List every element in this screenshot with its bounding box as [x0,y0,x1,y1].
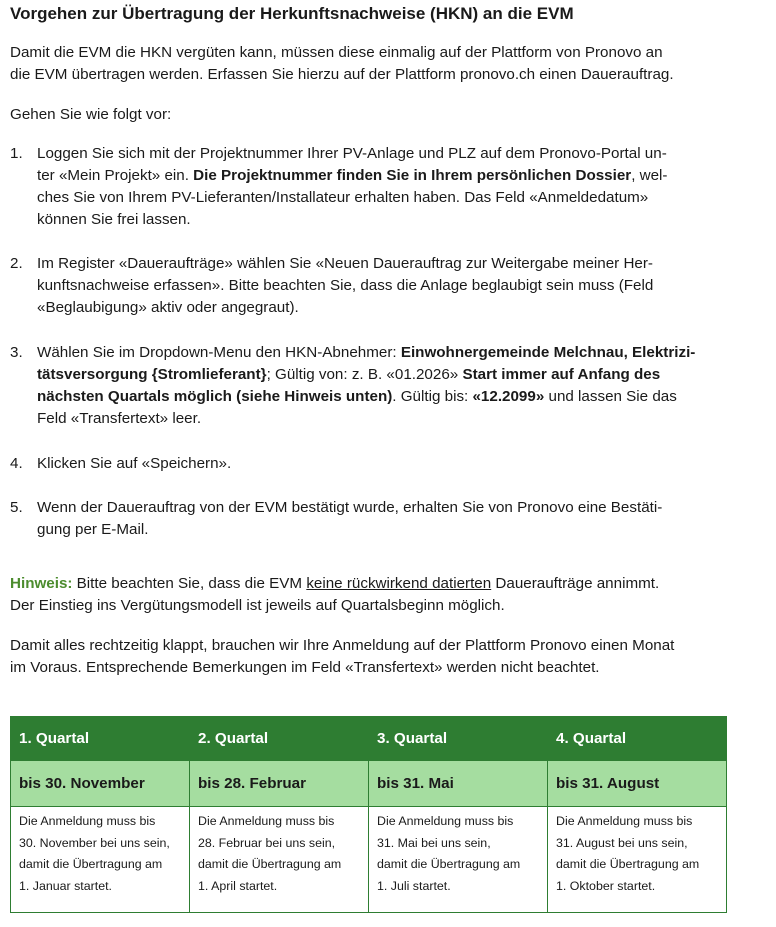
hint-paragraph [10,573,770,617]
step-number: 2. [10,255,23,272]
step-line: Klicken Sie auf «Speichern». [37,455,232,472]
description-line: damit die Übertragung am [556,857,700,871]
table-header-row [11,717,727,761]
step-line-part: , wel- [631,167,668,184]
page-title: Vorgehen zur Übertragung der Herkunftsnachweise (HKN) an die EVM [10,4,574,23]
description-cell [190,807,369,913]
description-line: Die Anmeldung muss bis [556,814,693,828]
table-row-descriptions [11,807,727,913]
description-line: damit die Übertragung am [198,857,342,871]
description-line: 28. Februar bei uns sein, [198,835,336,850]
step-line: ches Sie von Ihrem PV-Lieferanten/Installateur erhalten haben. Das Feld «Anmeldedatum» [37,189,649,206]
quarter-table [10,716,727,913]
step-line-part: und lassen Sie das [544,388,677,405]
step-emphasis: nächsten Quartals möglich (siehe Hinweis unten) [37,388,393,405]
hint-line [10,573,770,595]
step-emphasis: Die Projektnummer finden Sie in Ihrem persönlichen Dossier [193,167,632,184]
instructions-lead: Gehen Sie wie folgt vor: [10,106,172,123]
hint-label: Hinweis: [10,575,73,592]
step-text [37,497,770,541]
description-line: 31. August bei uns sein, [556,835,688,850]
description-cell [11,807,190,913]
description-line: 31. Mai bei uns sein, [377,835,491,850]
description-cell [369,807,548,913]
step-line: gung per E-Mail. [37,521,149,538]
info-paragraph [10,635,770,679]
description-line: Die Anmeldung muss bis [377,814,514,828]
description-line: Die Anmeldung muss bis [19,814,156,828]
step-number: 5. [10,499,23,516]
intro-line: die EVM übertragen werden. Erfassen Sie hierzu auf der Plattform pronovo.ch einen Dauerauftrag. [10,66,674,83]
info-line: im Voraus. Entsprechende Bemerkungen im Feld «Transfertext» werden nicht beachtet. [10,659,600,676]
step-line: kunftsnachweise erfassen». Bitte beachten Sie, dass die Anlage beglaubigt sein muss (Feld [37,277,654,294]
quarter-header: 3. Quartal [369,717,548,761]
table-row-deadlines [11,761,727,807]
deadline-cell: bis 31. Mai [369,761,548,807]
step-number: 3. [10,344,23,361]
step-line [37,386,770,408]
description-line: 1. Juli startet. [377,878,451,893]
hint-underlined: keine rückwirkend datierten [306,575,492,592]
step-emphasis: «12.2099» [472,388,545,405]
deadline-cell: bis 28. Februar [190,761,369,807]
description-line: 1. April startet. [198,878,278,893]
hint-text: Bitte beachten Sie, dass die EVM [72,575,307,592]
step-line [37,165,770,187]
step-text [37,342,770,430]
step-line: Im Register «Daueraufträge» wählen Sie «Neuen Dauerauftrag zur Weitergabe meiner Her- [37,255,653,272]
description-line: damit die Übertragung am [377,857,521,871]
step-line: Loggen Sie sich mit der Projektnummer Ihrer PV-Anlage und PLZ auf dem Pronovo-Portal un- [37,145,667,162]
quarter-header: 4. Quartal [548,717,727,761]
deadline-cell: bis 30. November [11,761,190,807]
step-emphasis: Einwohnergemeinde Melchnau, Elektrizi- [400,344,696,361]
step-line: können Sie frei lassen. [37,211,191,228]
step-emphasis: Start immer auf Anfang des [462,366,661,383]
step-line-part: ; Gültig von: z. B. «01.2026» [266,366,463,383]
intro-line: Damit die EVM die HKN vergüten kann, müssen diese einmalig auf der Plattform von Pronovo an [10,44,663,61]
description-line: 1. Januar startet. [19,878,112,893]
description-cell [548,807,727,913]
step-number: 1. [10,145,23,162]
quarter-header: 2. Quartal [190,717,369,761]
step-line-part: . Gültig bis: [392,388,473,405]
quarter-header: 1. Quartal [11,717,190,761]
step-text [37,453,770,475]
step-text [37,253,770,319]
step-line: Feld «Transfertext» leer. [37,410,202,427]
hint-line: Der Einstieg ins Vergütungsmodell ist jeweils auf Quartalsbeginn möglich. [10,597,505,614]
deadline-cell: bis 31. August [548,761,727,807]
info-line: Damit alles rechtzeitig klappt, brauchen wir Ihre Anmeldung auf der Plattform Pronovo einen Monat [10,637,675,654]
step-line [37,342,770,364]
step-line: Wenn der Dauerauftrag von der EVM bestätigt wurde, erhalten Sie von Pronovo eine Bestäti- [37,499,663,516]
description-line: 30. November bei uns sein, [19,835,170,850]
step-text [37,143,770,231]
step-line-part: ter «Mein Projekt» ein. [37,167,194,184]
description-line: 1. Oktober startet. [556,878,656,893]
step-line: «Beglaubigung» aktiv oder angegraut). [37,299,299,316]
step-line-part: Wählen Sie im Dropdown-Menu den HKN-Abnehmer: [37,344,401,361]
description-line: damit die Übertragung am [19,857,163,871]
step-line [37,364,770,386]
step-number: 4. [10,455,23,472]
step-emphasis: tätsversorgung {Stromlieferant} [37,366,267,383]
intro-paragraph [10,42,770,86]
hint-text: Daueraufträge annimmt. [491,575,660,592]
description-line: Die Anmeldung muss bis [198,814,335,828]
